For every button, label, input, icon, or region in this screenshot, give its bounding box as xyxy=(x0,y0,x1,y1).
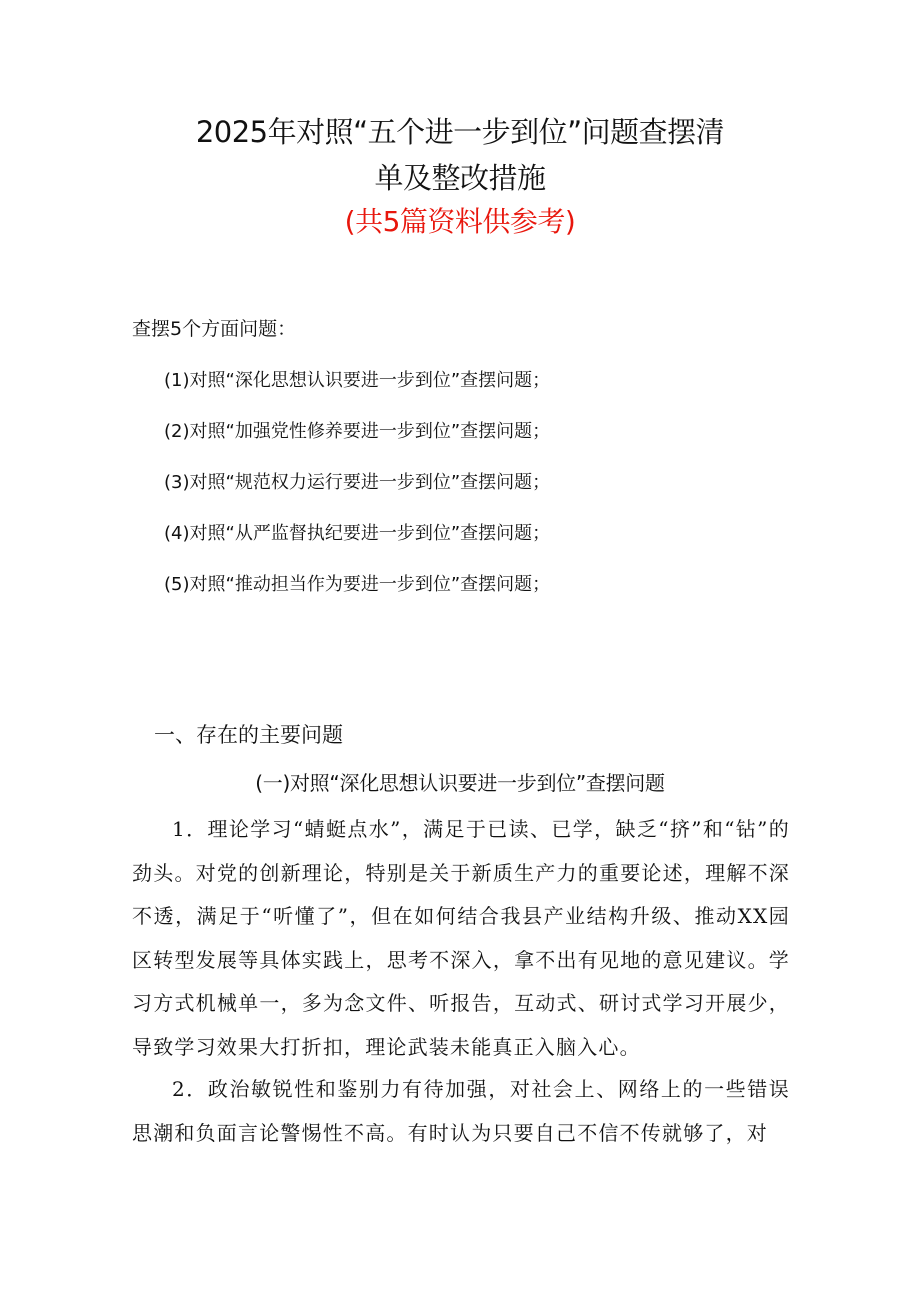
body-paragraph-1: 1．理论学习“蜻蜓点水”，满足于已读、已学，缺乏“挤”和“钻”的劲头。对党的创新理论，特别是关于新质生产力的重要论述，理解不深不透，满足于“听懂了”，但在如何结合我县产业结构升级、推动XX园区转型发展等具体实践上，思考不深入，拿不出有见地的意见建议。学习方式机械单一，多为念文件、听报告，互动式、研讨式学习开展少，导致学习效果大打折扣，理论武装未能真正入脑入心。 xyxy=(132,817,790,1059)
aspect-item-1: (1)对照“深化思想认识要进一步到位”查摆问题； xyxy=(164,370,551,391)
document-title-line1: 2025年对照“五个进一步到位”问题查摆清 xyxy=(195,115,725,149)
body-paragraph-2: 2．政治敏锐性和鉴别力有待加强，对社会上、网络上的一些错误思潮和负面言论警惕性不高。有时认为只要自己不信不传就够了，对 xyxy=(132,1077,790,1145)
document-subtitle: (共5篇资料供参考) xyxy=(344,205,576,238)
aspect-item-4: (4)对照“从严监督执纪要进一步到位”查摆问题； xyxy=(164,523,551,544)
aspect-item-5: (5)对照“推动担当作为要进一步到位”查摆问题； xyxy=(164,574,551,595)
intro-text: 查摆5个方面问题： xyxy=(132,318,297,340)
sub-heading: (一)对照“深化思想认识要进一步到位”查摆问题 xyxy=(255,771,665,795)
document-title-line2: 单及整改措施 xyxy=(374,161,546,195)
aspect-item-2: (2)对照“加强党性修养要进一步到位”查摆问题； xyxy=(164,421,551,442)
aspect-list xyxy=(164,364,550,619)
section-heading: 一、存在的主要问题 xyxy=(154,723,343,747)
aspect-item-3: (3)对照“规范权力运行要进一步到位”查摆问题； xyxy=(164,472,551,493)
